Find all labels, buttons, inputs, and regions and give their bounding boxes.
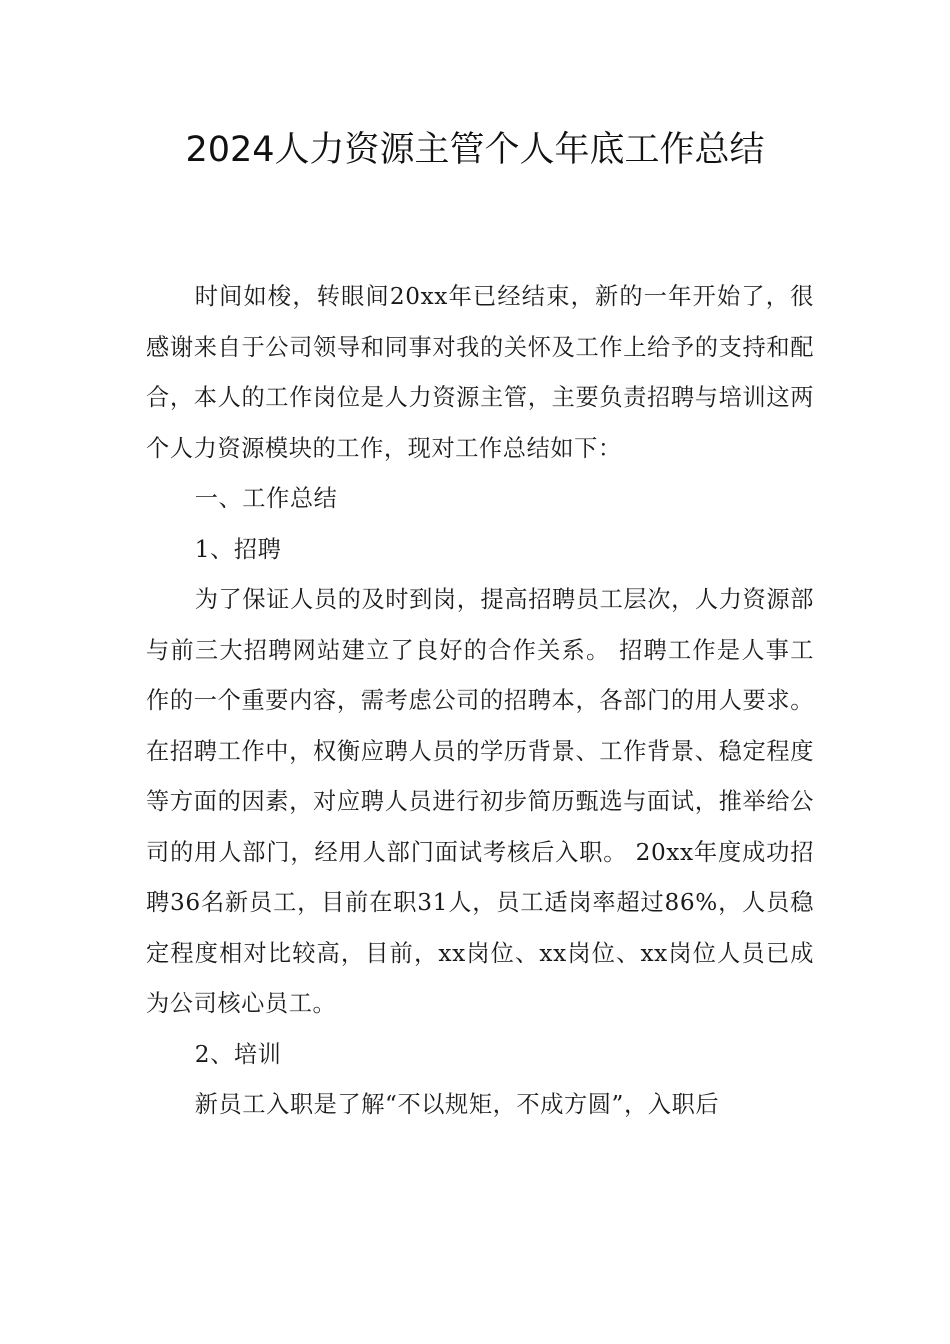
document-body: [146, 272, 814, 1131]
document-title: 2024人力资源主管个人年底工作总结: [185, 130, 765, 170]
subsection-heading-training: 2、培训: [194, 1040, 282, 1068]
paragraph-training: 新员工入职是了解“不以规矩，不成方圆”，入职后: [194, 1091, 720, 1118]
paragraph-recruitment: 为了保证人员的及时到岗，提高招聘员工层次，人力资源部与前三大招聘网站建立了良好的合作关系。 招聘工作是人事工作的一个重要内容，需考虑公司的招聘本，各部门的用人要求。在招聘工作中，权衡应聘人员的学历背景、工作背景、稳定程度等方面的因素，对应聘人员进行初步简历甄选与面试，推举给公司的用人部门，经用人部门面试考核后入职。 20xx年度成功招聘36名新员工，目前在职31人，员工适岗率超过86%，人员稳定程度相对比较高，目前，xx岗位、xx岗位、xx岗位人员已成为公司核心员工。: [146, 586, 814, 1017]
subsection-heading-recruitment: 1、招聘: [194, 535, 282, 563]
paragraph-intro: 时间如梭，转眼间20xx年已经结束，新的一年开始了，很感谢来自于公司领导和同事对我的关怀及工作上给予的支持和配合，本人的工作岗位是人力资源主管，主要负责招聘与培训这两个人力资源模块的工作，现对工作总结如下：: [146, 283, 814, 462]
section-heading-work-summary: 一、工作总结: [194, 485, 338, 512]
